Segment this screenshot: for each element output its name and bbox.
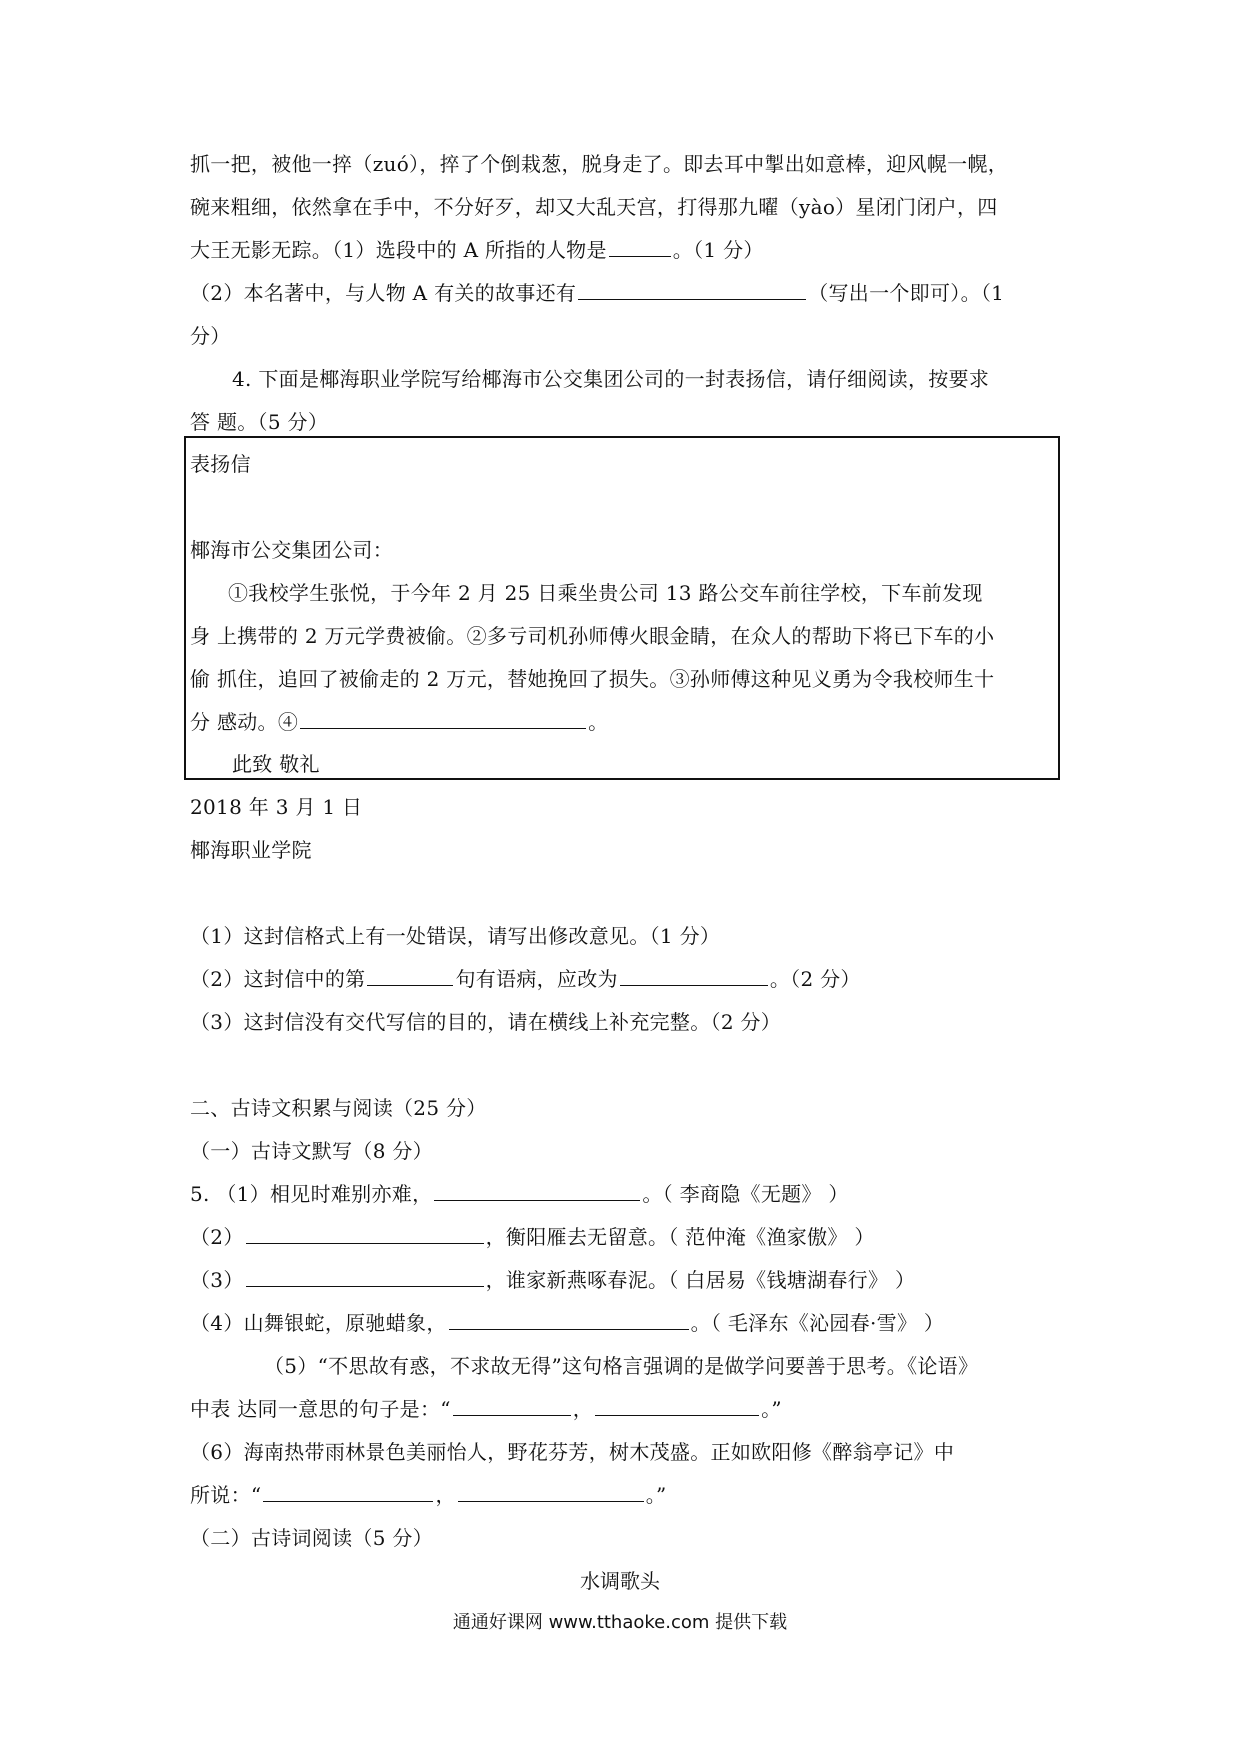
letter-body-line: 偷 抓住，追回了被偷走的 2 万元，替她挽回了损失。③孙师傅这种见义勇为令我校师生十	[190, 667, 995, 691]
answer-blank[interactable]	[449, 1309, 689, 1330]
section-heading: 二、古诗文积累与阅读（25 分）	[190, 1096, 487, 1120]
answer-blank[interactable]	[458, 1481, 644, 1502]
question-5-4	[190, 1309, 944, 1337]
question-5-5-answer	[190, 1395, 782, 1423]
question-source: 。（ 毛泽东《沁园春·雪》 ）	[690, 1311, 945, 1335]
answer-blank[interactable]	[367, 965, 453, 986]
answer-blank[interactable]	[578, 279, 806, 300]
answer-blank[interactable]	[263, 1481, 433, 1502]
part-heading: （一）古诗文默写（8 分）	[190, 1139, 433, 1163]
question-text: （写出一个即可）。（1	[808, 281, 1005, 305]
question-score: 分）	[190, 324, 231, 348]
page-footer: 通通好课网 www.tthaoke.com 提供下载	[452, 1612, 788, 1633]
question-text: ，	[572, 1397, 594, 1421]
answer-blank[interactable]	[434, 1180, 640, 1201]
question-5-2	[190, 1223, 875, 1251]
question-source: ，衡阳雁去无留意。（ 范仲淹《渔家傲》 ）	[485, 1225, 875, 1249]
letter-text: 。	[588, 710, 609, 734]
question-text: 所说：“	[190, 1483, 262, 1507]
answer-blank[interactable]	[246, 1223, 484, 1244]
question-4-intro: 答 题。（5 分）	[190, 410, 329, 434]
poem-title: 水调歌头	[580, 1569, 660, 1593]
answer-blank[interactable]	[620, 965, 768, 986]
question-text: 中表 达同一意思的句子是：“	[190, 1397, 451, 1421]
letter-body-line: ①我校学生张悦，于今年 2 月 25 日乘坐贵公司 13 路公交车前往学校，下车前发现	[228, 581, 983, 605]
letter-body-line: 身 上携带的 2 万元学费被偷。②多亏司机孙师傅火眼金睛，在众人的帮助下将已下车的小	[190, 624, 995, 648]
question-text: 。”	[645, 1483, 667, 1507]
answer-blank[interactable]	[609, 236, 671, 257]
question-score: 。（1 分）	[672, 238, 764, 262]
letter-signature: 椰海职业学院	[190, 838, 312, 862]
question-score: 。（2 分）	[769, 967, 861, 991]
question-5-3	[190, 1266, 915, 1294]
question-text: （2）这封信中的第	[190, 967, 366, 991]
question-text: （3）	[190, 1268, 244, 1292]
question-5-1	[190, 1180, 849, 1208]
question-text: （2）	[190, 1225, 244, 1249]
question-4-3: （3）这封信没有交代写信的目的，请在横线上补充完整。（2 分）	[190, 1010, 782, 1034]
question-source: ，谁家新燕啄春泥。（ 白居易《钱塘湖春行》 ）	[485, 1268, 916, 1292]
letter-body-line	[190, 708, 608, 736]
question-4-2	[190, 965, 861, 993]
question-text: 大王无影无踪。（1）选段中的 A 所指的人物是	[190, 238, 607, 262]
passage-line: 抓一把，被他一捽（zuó），捽了个倒栽葱，脱身走了。即去耳中掣出如意棒，迎风幌一幌，	[190, 152, 1009, 176]
answer-blank[interactable]	[246, 1266, 484, 1287]
passage-line: 碗来粗细，依然拿在手中，不分好歹，却又大乱天宫，打得那九曜（yào）星闭门闭户，四	[190, 195, 998, 219]
answer-blank[interactable]	[595, 1395, 759, 1416]
question-4-1: （1）这封信格式上有一处错误，请写出修改意见。（1 分）	[190, 924, 721, 948]
answer-blank[interactable]	[453, 1395, 571, 1416]
answer-blank[interactable]	[300, 708, 586, 729]
question-text: 。”	[761, 1397, 782, 1421]
question-text: 句有语病，应改为	[455, 967, 618, 991]
letter-title: 表扬信	[190, 452, 251, 476]
letter-date: 2018 年 3 月 1 日	[190, 795, 363, 819]
question-3-1	[190, 236, 764, 264]
question-4-intro: 4. 下面是椰海职业学院写给椰海市公交集团公司的一封表扬信，请仔细阅读，按要求	[232, 367, 990, 391]
question-text: ，	[435, 1483, 456, 1507]
letter-salutation: 椰海市公交集团公司：	[190, 538, 393, 562]
question-text: （4）山舞银蛇，原驰蜡象，	[190, 1311, 447, 1335]
question-3-2	[190, 279, 1004, 307]
question-5-6-answer	[190, 1481, 667, 1509]
question-5-6: （6）海南热带雨林景色美丽怡人，野花芬芳，树木茂盛。正如欧阳修《醉翁亭记》中	[190, 1440, 955, 1464]
question-5-5: （5）“不思故有惑，不求故无得”这句格言强调的是做学问要善于思考。《论语》	[264, 1354, 979, 1378]
question-text: 5. （1）相见时难别亦难，	[190, 1182, 433, 1206]
question-text: （2）本名著中，与人物 A 有关的故事还有	[190, 281, 577, 305]
letter-closing: 此致 敬礼	[232, 752, 320, 776]
letter-text: 分 感动。④	[190, 710, 299, 734]
part-heading: （二）古诗词阅读（5 分）	[190, 1526, 433, 1550]
question-source: 。（ 李商隐《无题》 ）	[642, 1182, 849, 1206]
